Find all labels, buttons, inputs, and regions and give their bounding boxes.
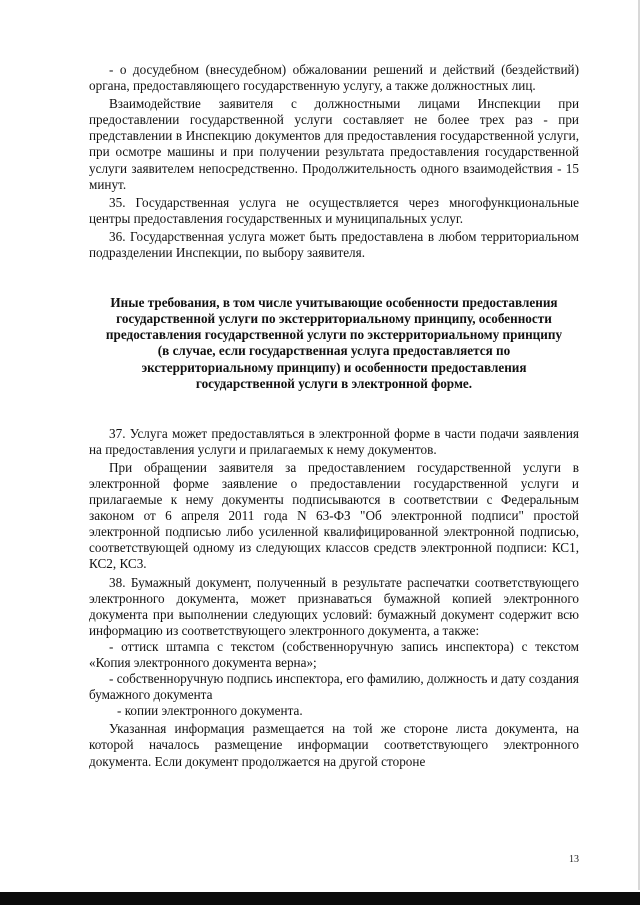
paragraph-37: 37. Услуга может предоставляться в электронной форме в части подачи заявления на предоставления услуги и прилагаемых к нему документов. bbox=[89, 425, 579, 457]
page-number: 13 bbox=[569, 854, 579, 865]
paragraph-appeal-item: - о досудебном (внесудебном) обжаловании решений и действий (бездействий) органа, предоставляющего государственную услугу, а также должностных лиц. bbox=[89, 62, 579, 94]
scan-bottom-border bbox=[0, 892, 640, 905]
list-item-signature: - собственноручную подпись инспектора, его фамилию, должность и дату создания бумажного документа bbox=[89, 671, 579, 703]
section-heading: Иные требования, в том числе учитывающие особенности предоставления государственной услуги по экстерриториальному принципу, особенности предоставления государственной услуги по экстерриториальному принципу (в случае, если государственная услуга предоставляется по экстерриториальному принципу) и особенности предоставления государственной услуги в электронной форме. bbox=[105, 295, 563, 391]
spacer bbox=[89, 392, 579, 426]
paragraph-38: 38. Бумажный документ, полученный в результате распечатки соответствующего электронного документа, может признаваться бумажной копией электронного документа при выполнении следующих условий: бумажный документ содержит всю информацию из соответствующего электронного документа, а также: bbox=[89, 574, 579, 638]
paragraph-35: 35. Государственная услуга не осуществляется через многофункциональные центры предоставления государственных и муниципальных услуг. bbox=[89, 194, 579, 226]
document-page bbox=[89, 62, 579, 770]
paragraph-placement: Указанная информация размещается на той же стороне листа документа, на которой началось размещение информации соответствующего электронного документа. Если документ продолжается на другой стороне bbox=[89, 721, 579, 769]
list-item-copies: - копии электронного документа. bbox=[117, 703, 303, 719]
paragraph-signature: При обращении заявителя за предоставлением государственной услуги в электронной форме заявление о предоставлении государственной услуги и прилагаемые к нему документы подписываются в соответствии с Федеральным законом от 6 апреля 2011 года N 63-ФЗ "Об электронной подписи" простой электронной подписью либо усиленной квалифицированной электронной подписью, соответствующей одному из следующих классов средств электронной подписи: КС1, КС2, КС3. bbox=[89, 459, 579, 572]
list-item-stamp: - оттиск штампа с текстом (собственноручную запись инспектора) с текстом «Копия электронного документа верна»; bbox=[89, 638, 579, 670]
paragraph-interaction: Взаимодействие заявителя с должностными лицами Инспекции при предоставлении государственной услуги составляет не более трех раз - при представлении в Инспекцию документов для предоставления государственной услуги, при осмотре машины и при получении результата предоставления государственной услуги заявителем непосредственно. Продолжительность одного взаимодействия - 15 минут. bbox=[89, 96, 579, 192]
paragraph-36: 36. Государственная услуга может быть предоставлена в любом территориальном подразделении Инспекции, по выбору заявителя. bbox=[89, 228, 579, 261]
